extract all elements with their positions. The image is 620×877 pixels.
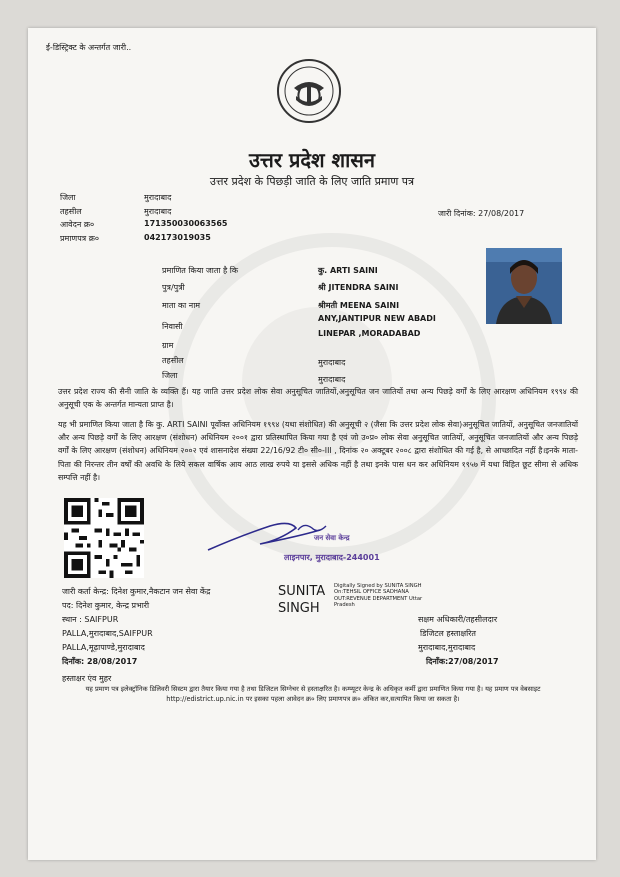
relation-label: पुत्र/पुत्री xyxy=(162,283,185,292)
document-subtitle: उत्तर प्रदेश के पिछड़ी जाति के लिए जाति प्रमाण पत्र xyxy=(209,175,415,188)
resident-address-line-1: ANY,JANTIPUR NEW ABADI xyxy=(318,314,436,323)
meta-district-value: मुरादाबाद xyxy=(144,193,172,202)
digital-signature-details: Digitally Signed by SUNITA SINGH On:TEHSIL OFFICE SADHANA OUT:REVENUE DEPARTMENT Uttar Pradesh xyxy=(334,583,423,609)
resident-label: निवासी xyxy=(162,322,183,331)
resident-address-line-2: LINEPAR ,MORADABAD xyxy=(318,329,421,338)
authority-sign: डिजिटल हस्ताक्षरित xyxy=(420,629,476,638)
issuer-center: जारी कर्ता केन्द्र: दिनेश कुमार,नैकटान जन सेवा केंद्र xyxy=(62,587,211,596)
mother-name: श्रीमती MEENA SAINI xyxy=(318,301,400,310)
handwritten-signature xyxy=(200,506,380,586)
applicant-photo xyxy=(486,248,562,324)
digital-signer-name-1: SUNITA xyxy=(278,584,326,599)
details-tehsil-label: तहसील xyxy=(162,356,184,365)
stamp-line-2: लाइनपार, मुरादाबाद-244001 xyxy=(284,553,380,562)
certified-name: कु. ARTI SAINI xyxy=(318,266,378,275)
issuer-post: पद: दिनेश कुमार, केन्द्र प्रभारी xyxy=(62,601,150,610)
stamp-line-1: जन सेवा केन्द्र xyxy=(314,534,350,542)
certified-label: प्रमाणित किया जाता है कि xyxy=(162,266,239,275)
caste-recognition-paragraph: उत्तर प्रदेश राज्य की सैनी जाति के व्यक्ति हैं। यह जाति उत्तर प्रदेश लोक सेवा अनुसूचित जातियों,अनुसूचित जन जातियों तथा अन्य पिछड़े वर्गों के लिए आरक्षण अधिनियम १९९४ की अनुसूची एक के अन्तर्गत मान्यता प्राप्त है। xyxy=(58,387,578,410)
issuer-date: दिनाँक: 28/08/2017 xyxy=(62,657,138,666)
meta-application-label: आवेदन क्र० xyxy=(60,220,95,229)
certification-paragraph: यह भी प्रमाणित किया जाता है कि कु. ARTI SAINI पूर्वोक्त अधिनियम १९९४ (यथा संशोधित) की अनुसूची २ (जैसा कि उत्तर प्रदेश लोक सेवा)अनुसूचित जातियों, अनुसूचित जनजातियों और अन्य पिछड़े वर्गों के लिए आरक्षण (संशोधन) अधिनियम २००१ द्वारा प्रतिस्थापित किया गया है एवं जो उ०प्र० लोक सेवा अनुसूचित जातियों, अनुसूचित जनजातियों और अन्य पिछड़े वर्गों के लिए आरक्षण (संशोधन) अधिनियम २००२ एवं शासनादेश संख्या 22/16/92 टी० सी०-III , दिनांक २० अक्टूबर २००८ द्वारा संशोधित की गई है, से आच्छादित नहीं है।इनके माता-पिता की निरन्तर तीन वर्षों की अवधि के लिये सकल वार्षिक आय आठ लाख रुपये या इससे अधिक नहीं है तथा इनके पास धन कर अधिनियम १९५७ में यथा विहित छूट सीमा से अधिक सम्पत्ति नहीं है। xyxy=(58,420,578,482)
certificate-page xyxy=(28,28,596,860)
header-note: ई-डिस्ट्रिक्ट के अन्तर्गत जारी.. xyxy=(46,43,132,52)
meta-tehsil-value: मुरादाबाद xyxy=(144,207,172,216)
meta-tehsil-label: तहसील xyxy=(60,207,82,216)
authority-date: दिनाँक:27/08/2017 xyxy=(426,657,499,666)
meta-district-label: जिला xyxy=(60,193,76,202)
issuer-place-2: PALLA,मुरादाबाद,SAIFPUR xyxy=(62,629,153,638)
father-name: श्री JITENDRA SAINI xyxy=(318,283,399,292)
issuer-place-3: PALLA,मूढ़ापाण्डे,मुरादाबाद xyxy=(62,643,145,652)
qr-code xyxy=(64,498,144,578)
document-title: उत्तर प्रदेश शासन xyxy=(249,148,375,172)
meta-certificate-value: 042173019035 xyxy=(144,233,211,242)
authority-title: सक्षम अधिकारी/तहसीलदार xyxy=(418,615,498,624)
village-label: ग्राम xyxy=(162,341,174,350)
details-district-label: जिला xyxy=(162,371,178,380)
authority-place: मुरादाबाद,मुरादाबाद xyxy=(418,643,476,652)
issue-date: जारी दिनांक: 27/08/2017 xyxy=(438,209,525,218)
footer-note: यह प्रमाण पत्र इलेक्ट्रॉनिक डिलिवरी सिस्टम द्वारा तैयार किया गया है तथा डिजिटल सिग्नेचर से हस्ताक्षरित है। कम्प्यूटर केन्द्र के अधिकृत कर्मी द्वारा प्रमाणित किया गया है। यह प्रमाण पत्र वेबसाइट http://edistrict.up.nic.in पर इसका पहला आवेदन क्र० लिए प्रमाणपत्र क्र० अंकित कर,सत्यापित किया जा सकता है। xyxy=(85,685,541,703)
meta-certificate-label: प्रमाणपत्र क्र० xyxy=(60,234,99,243)
up-government-emblem xyxy=(276,58,342,124)
details-district-value: मुरादाबाद xyxy=(318,375,346,384)
details-tehsil-value: मुरादाबाद xyxy=(318,358,346,367)
digital-signer-name-2: SINGH xyxy=(278,601,320,616)
portrait-image xyxy=(486,248,562,324)
mother-label: माता का नाम xyxy=(162,301,201,310)
issuer-place-1: स्थान : SAIFPUR xyxy=(62,615,119,624)
signature-seal-label: हस्ताक्षर एंव मुहर xyxy=(62,674,112,683)
meta-application-value: 171350030063565 xyxy=(144,219,228,228)
